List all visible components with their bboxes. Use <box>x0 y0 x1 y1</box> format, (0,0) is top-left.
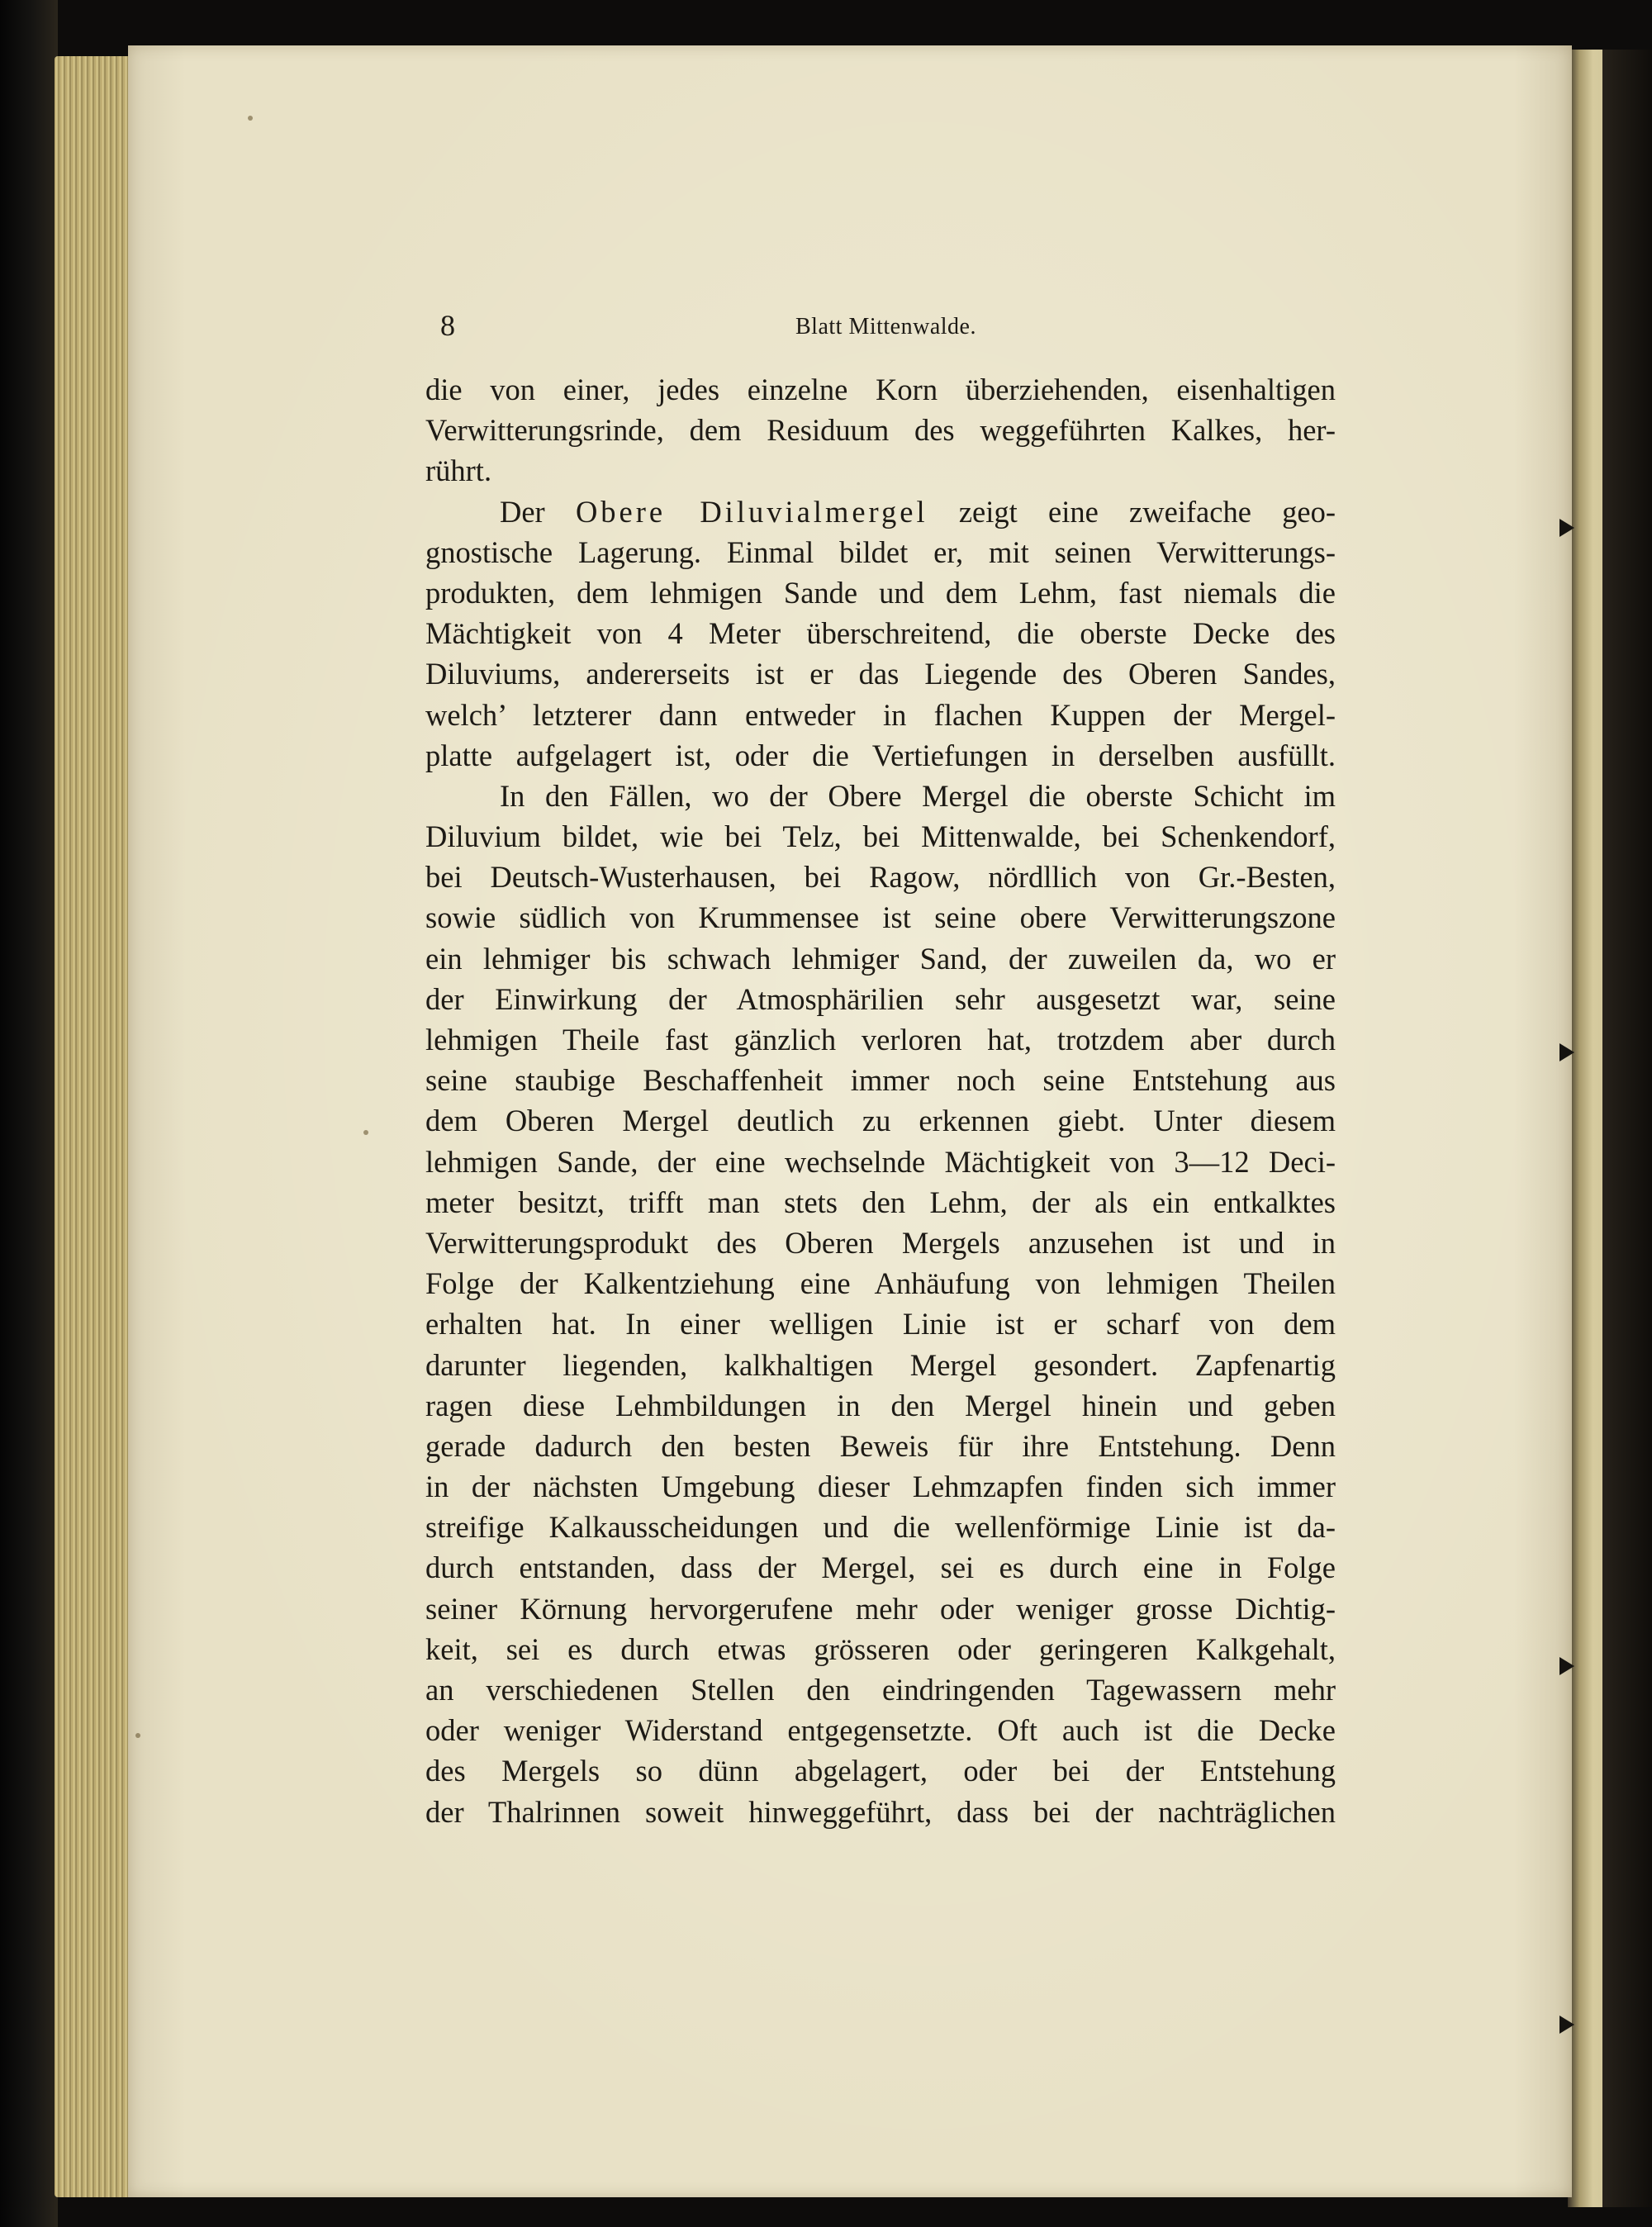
text-line: bei Deutsch-Wusterhausen, bei Ragow, nördllich von Gr.-Besten, <box>425 860 1336 895</box>
text-line: Verwitterungsrinde, dem Residuum des weggeführten Kalkes, her- <box>425 413 1336 448</box>
text-line: welch’ letzterer dann entweder in flachen Kuppen der Mergel- <box>425 697 1336 732</box>
text-line: meter besitzt, trifft man stets den Lehm, der als ein entkalktes <box>425 1185 1336 1219</box>
book-binding <box>0 0 58 2227</box>
text-line: an verschiedenen Stellen den eindringenden Tagewassern mehr <box>425 1673 1336 1707</box>
text-line: sowie südlich von Krummensee ist seine obere Verwitterungszone <box>425 900 1336 935</box>
spaced-term: Obere Diluvialmergel <box>575 494 928 529</box>
text-line <box>425 491 1336 532</box>
text-line: oder weniger Widerstand entgegensetzte. Oft auch ist die Decke <box>425 1713 1336 1748</box>
text-line-post: zeigt eine zweifache geo- <box>928 494 1336 529</box>
text-line: in der nächsten Umgebung dieser Lehmzapfen finden sich immer <box>425 1470 1336 1504</box>
text-line: lehmigen Sande, der eine wechselnde Mächtigkeit von 3—12 Deci- <box>425 1144 1336 1179</box>
text-line: streifige Kalkausscheidungen und die wellenförmige Linie ist da- <box>425 1510 1336 1545</box>
text-line: des Mergels so dünn abgelagert, oder bei der Entstehung <box>425 1754 1336 1788</box>
text-line: Diluvium bildet, wie bei Telz, bei Mittenwalde, bei Schenkendorf, <box>425 819 1336 854</box>
stain-mark <box>248 116 253 121</box>
text-line: seiner Körnung hervorgerufene mehr oder weniger grosse Dichtig- <box>425 1591 1336 1626</box>
text-line: der Einwirkung der Atmosphärilien sehr ausgesetzt war, seine <box>425 981 1336 1016</box>
text-line: der Thalrinnen soweit hinweggeführt, dass bei der nachträglichen <box>425 1794 1336 1829</box>
right-binding <box>1602 50 1652 2207</box>
text-line: seine staubige Beschaffenheit immer noch seine Entstehung aus <box>425 1063 1336 1098</box>
text-line: die von einer, jedes einzelne Korn überziehenden, eisenhaltigen <box>425 373 1336 406</box>
text-line: Verwitterungsprodukt des Oberen Mergels anzusehen ist und in <box>425 1225 1336 1260</box>
text-line: platte aufgelagert ist, oder die Vertiefungen in derselben ausfüllt. <box>425 738 1336 772</box>
text-line: durch entstanden, dass der Mergel, sei es durch eine in Folge <box>425 1550 1336 1585</box>
text-line: produkten, dem lehmigen Sande und dem Lehm, fast niemals die <box>425 575 1336 610</box>
text-line: gnostische Lagerung. Einmal bildet er, mit seinen Verwitterungs- <box>425 534 1336 569</box>
text-line: gerade dadurch den besten Beweis für ihre Entstehung. Denn <box>425 1428 1336 1463</box>
text-line-pre: Der <box>500 494 576 529</box>
text-line: ragen diese Lehmbildungen in den Mergel hinein und geben <box>425 1388 1336 1422</box>
text-line: erhalten hat. In einer welligen Linie ist er scharf von dem <box>425 1307 1336 1341</box>
text-line: ein lehmiger bis schwach lehmiger Sand, der zuweilen da, wo er <box>425 941 1336 976</box>
stain-mark <box>363 1130 368 1135</box>
page-edges <box>55 56 131 2197</box>
text-line: Folge der Kalkentziehung eine Anhäufung von lehmigen Theilen <box>425 1266 1336 1301</box>
text-line: darunter liegenden, kalkhaltigen Mergel gesondert. Zapfenartig <box>425 1347 1336 1382</box>
stain-mark <box>135 1733 140 1738</box>
text-line: In den Fällen, wo der Obere Mergel die oberste Schicht im <box>500 778 1336 813</box>
text-line: rührt. <box>425 453 492 488</box>
text-line: lehmigen Theile fast gänzlich verloren hat, trotzdem aber durch <box>425 1023 1336 1057</box>
text-line: dem Oberen Mergel deutlich zu erkennen giebt. Unter diesem <box>425 1104 1336 1138</box>
text-line: keit, sei es durch etwas grösseren oder geringeren Kalkgehalt, <box>425 1631 1336 1666</box>
body-text <box>425 369 1336 1832</box>
page-header <box>440 307 1341 349</box>
running-title: Blatt Mittenwalde. <box>795 314 976 340</box>
page-number: 8 <box>440 309 455 342</box>
text-line: Diluviums, andererseits ist er das Liegende des Oberen Sandes, <box>425 657 1336 691</box>
text-line: Mächtigkeit von 4 Meter überschreitend, die oberste Decke des <box>425 616 1336 651</box>
